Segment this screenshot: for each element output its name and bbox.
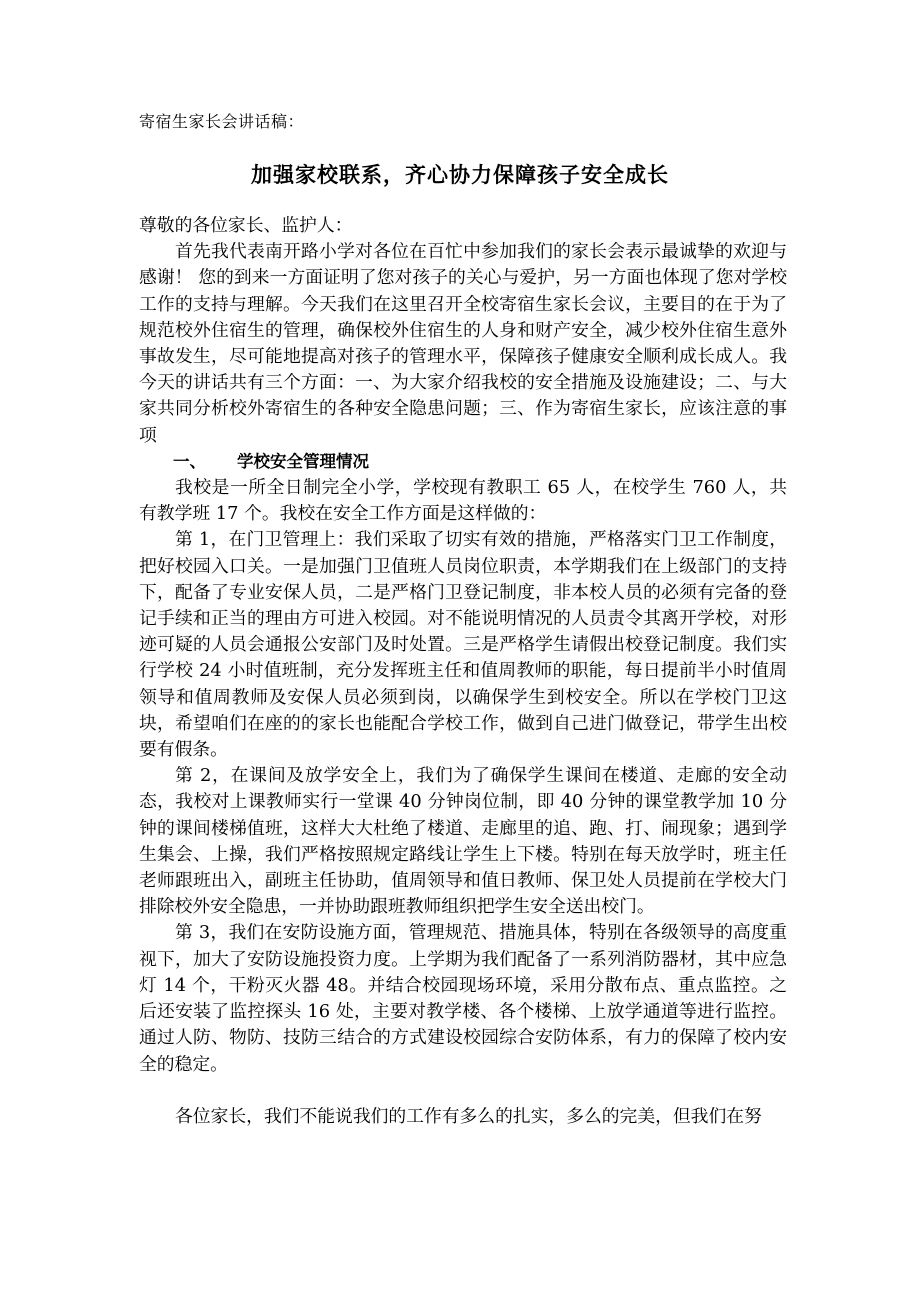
intro-paragraph: 首先我代表南开路小学对各位在百忙中参加我们的家长会表示最诚挚的欢迎与感谢！ 您的到来一方面证明了您对孩子的关心与爱护，另一方面也体现了您对学校工作的支持与理解。今天我们在这里召开全校寄宿生家长会议，主要目的在于为了规范校外住宿生的管理，确保校外住宿生的人身和财产安全，减少校外住宿生意外事故发生，尽可能地提高对孩子的管理水平，保障孩子健康安全顺利成长成人。我今天的讲话共有三个方面：一、为大家介绍我校的安全措施及设施建设；二、与大家共同分析校外寄宿生的各种安全隐患问题；三、作为寄宿生家长，应该注意的事项	[139, 241, 787, 446]
salutation: 尊敬的各位家长、监护人：	[139, 215, 353, 236]
document-title: 加强家校联系，齐心协力保障孩子安全成长	[251, 163, 669, 187]
section-heading	[139, 449, 787, 475]
paragraph-gap	[139, 1078, 787, 1104]
document-body	[139, 213, 787, 1130]
document-header: 寄宿生家长会讲话稿：	[139, 112, 305, 131]
point2-paragraph: 第 2，在课间及放学安全上，我们为了确保学生课间在楼道、走廊的安全动态，我校对上课教师实行一堂课 40 分钟岗位制，即 40 分钟的课堂教学加 10 分钟的课间楼梯值班，这样大大杜绝了楼道、走廊里的追、跑、打、闹现象；遇到学生集会、上操，我们严格按照规定路线让学生上下楼。特别在每天放学时，班主任老师跟班出入，副班主任协助，值周领导和值日教师、保卫处人员提前在学校大门排除校外安全隐患，一并协助跟班教师组织把学生安全送出校门。	[139, 765, 787, 918]
closing-paragraph: 各位家长，我们不能说我们的工作有多么的扎实，多么的完美，但我们在努	[175, 1105, 762, 1127]
section-number: 一、	[173, 451, 206, 471]
point1-paragraph: 第 1，在门卫管理上：我们采取了切实有效的措施，严格落实门卫工作制度，把好校园入口关。一是加强门卫值班人员岗位职责，本学期我们在上级部门的支持下，配备了专业安保人员，二是严格门卫登记制度，非本校人员的必须有完备的登记手续和正当的理由方可进入校园。对不能说明情况的人员责令其离开学校，对形迹可疑的人员会通报公安部门及时处置。三是严格学生请假出校登记制度。我们实行学校 24 小时值班制，充分发挥班主任和值周教师的职能，每日提前半小时值周领导和值周教师及安保人员必须到岗，以确保学生到校安全。所以在学校门卫这块，希望咱们在座的的家长也能配合学校工作，做到自己进门做登记，带学生出校要有假条。	[139, 529, 787, 761]
point3-paragraph: 第 3，我们在安防设施方面，管理规范、措施具体，特别在各级领导的高度重视下，加大了安防设施投资力度。上学期为我们配备了一系列消防器材，其中应急灯 14 个，干粉灭火器 48。并结合校园现场环境，采用分散布点、重点监控。之后还安装了监控探头 16 处，主要对教学楼、各个楼梯、上放学通道等进行监控。通过人防、物防、技防三结合的方式建设校园综合安防体系，有力的保障了校内安全的稳定。	[139, 922, 787, 1075]
section-title: 学校安全管理情况	[237, 451, 369, 471]
school-paragraph: 我校是一所全日制完全小学，学校现有教职工 65 人，在校学生 760 人，共有教学班 17 个。我校在安全工作方面是这样做的：	[139, 477, 787, 525]
